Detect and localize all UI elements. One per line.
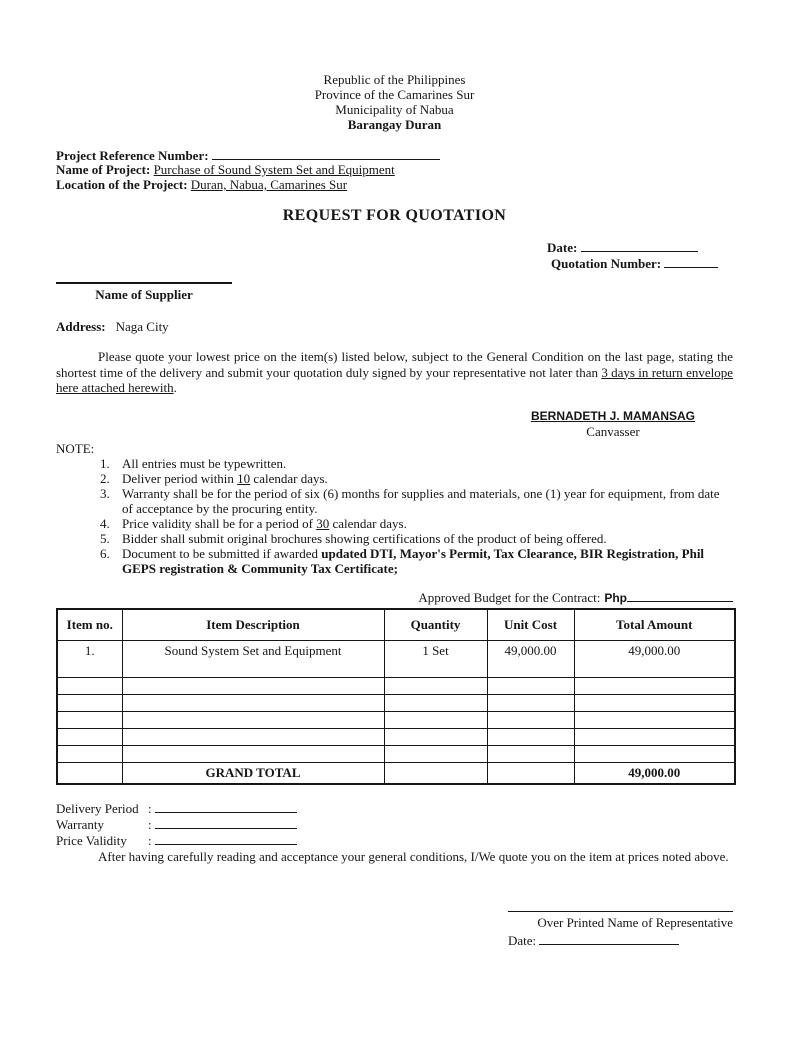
grand-total-spacer [384,762,487,784]
address-line [56,319,733,334]
note-item-text [122,471,733,486]
note-item-number: 6. [100,545,110,561]
table-empty-cell [574,728,735,745]
text-run: Document to be submitted if awarded [122,545,322,561]
currency-label: Php [604,590,627,605]
table-empty-row [57,711,735,728]
date-label: Date: [547,240,578,255]
note-item-number: 2. [100,470,110,486]
note-item [100,456,733,471]
note-item-number: 3. [100,485,110,501]
address-value: Naga City [115,319,169,334]
note-item-text [122,546,733,576]
project-reference-line [56,147,733,162]
date-quotation-block [547,239,733,271]
representative-date-line [508,932,733,948]
table-empty-cell [574,694,735,711]
address-label: Address: [56,319,106,334]
table-empty-cell [487,711,574,728]
table-empty-cell [122,745,384,762]
note-item-number: 4. [100,515,110,531]
table-header-row [57,609,735,641]
grand-total-value: 49,000.00 [574,762,735,784]
table-empty-cell [487,728,574,745]
canvasser-title: Canvasser [586,423,640,439]
terms-block [56,800,733,848]
delivery-period-line [56,800,733,816]
note-label: NOTE: [56,440,95,456]
table-row [57,640,735,677]
canvasser-block [493,409,733,439]
table-cell: 49,000.00 [574,640,735,677]
quotation-number-label: Quotation Number: [551,256,662,271]
table-empty-cell [122,728,384,745]
project-name-line [56,162,733,177]
table-empty-cell [57,677,122,694]
price-validity-blank [155,832,297,845]
letterhead-barangay: Barangay Duran [347,117,442,132]
table-empty-cell [122,694,384,711]
project-name-label: Name of Project: [56,162,151,177]
delivery-period-blank [155,800,297,813]
letterhead-republic: Republic of the Philippines [323,72,466,87]
table-header-cell: Unit Cost [487,609,574,641]
note-item-number: 5. [100,530,110,546]
project-location-line [56,177,733,192]
table-empty-row [57,677,735,694]
table-empty-cell [384,711,487,728]
letterhead-province: Province of the Camarines Sur [314,87,475,102]
text-run: Deliver period within [122,470,238,486]
delivery-period-label: Delivery Period [56,800,139,816]
text-run: 10 [237,470,251,486]
note-item [100,531,733,546]
intro-paragraph [56,349,733,396]
table-empty-cell [384,677,487,694]
approved-budget-label: Approved Budget for the Contract: [418,589,601,605]
text-run: 3 days in return envelope here attached herewith [56,364,734,395]
quotation-number-line [547,255,733,271]
text-run: All entries must be typewritten. [122,455,287,471]
notes-list [56,456,733,576]
table-empty-cell [57,711,122,728]
note-item [100,471,733,486]
warranty-colon: : [148,816,152,832]
document-title: REQUEST FOR QUOTATION [282,207,507,224]
representative-signature-block [508,911,733,948]
text-run: updated DTI, Mayor's Permit, Tax Clearance, BIR Registration, Phil GEPS registration & Community Tax Certificate; [122,545,705,576]
table-cell: 1. [57,640,122,677]
table-cell: 1 Set [384,640,487,677]
closing-statement: After having carefully reading and acceptance your general conditions, I/We quote you on the item at prices noted above. [98,848,729,864]
note-item-number: 1. [100,455,110,471]
note-item [100,546,733,576]
note-item-text [122,486,733,516]
table-empty-cell [384,745,487,762]
table-empty-row [57,728,735,745]
project-location-value: Duran, Nabua, Camarines Sur [190,177,348,192]
warranty-label: Warranty [56,816,105,832]
table-empty-row [57,745,735,762]
supplier-caption: Name of Supplier [95,287,193,302]
note-item-text [122,456,733,471]
approved-budget-blank [627,589,733,602]
text-run: Bidder shall submit original brochures showing certifications of the product of being offered. [122,530,607,546]
note-item [100,516,733,531]
warranty-blank [155,816,297,829]
representative-date-label: Date: [508,932,537,948]
representative-caption: Over Printed Name of Representative [537,914,733,930]
text-run: . [173,380,177,395]
table-header-cell: Quantity [384,609,487,641]
project-reference-blank [212,147,440,160]
table-empty-cell [122,677,384,694]
quotation-table-head [57,609,735,641]
delivery-period-colon: : [148,800,152,816]
table-empty-cell [57,694,122,711]
table-empty-cell [384,728,487,745]
canvasser-name: BERNADETH J. MAMANSAG [530,408,695,423]
table-cell: Sound System Set and Equipment [122,640,384,677]
quotation-table-body [57,640,735,784]
text-run: Please quote your lowest price on the item(s) listed below, subject to the General Condition on the last page, stating the shortest time of the delivery and submit your quotation duly signed by your representative not later than [56,349,733,380]
table-empty-cell [122,711,384,728]
price-validity-label: Price Validity [56,832,127,848]
approved-budget-line [56,589,733,606]
table-header-cell: Total Amount [574,609,735,641]
table-empty-cell [57,745,122,762]
table-empty-cell [384,694,487,711]
table-empty-cell [574,711,735,728]
table-cell: 49,000.00 [487,640,574,677]
letterhead-municipality: Municipality of Nabua [335,102,454,117]
table-empty-row [57,694,735,711]
representative-date-blank [539,932,679,945]
note-item [100,486,733,516]
letterhead [56,72,733,132]
table-empty-cell [487,745,574,762]
date-blank [581,239,698,252]
table-empty-cell [487,694,574,711]
project-reference-label: Project Reference Number: [56,148,209,163]
table-empty-cell [574,677,735,694]
project-name-value: Purchase of Sound System Set and Equipment [153,162,395,177]
project-info [56,147,733,192]
note-item-text [122,531,733,546]
grand-total-row [57,762,735,784]
supplier-signature-block [56,282,232,302]
project-location-label: Location of the Project: [56,177,188,192]
table-empty-cell [574,745,735,762]
table-header-cell: Item no. [57,609,122,641]
price-validity-colon: : [148,832,152,848]
text-run: calendar days. [329,515,407,531]
quotation-number-blank [664,255,718,268]
date-line [547,239,733,255]
text-run: Warranty shall be for the period of six (6) months for supplies and materials, one (1) year for equipment, from date of acceptance by the procuring entity. [122,485,720,516]
table-empty-cell [57,728,122,745]
text-run: Price validity shall be for a period of [122,515,317,531]
price-validity-line [56,832,733,848]
grand-total-spacer [57,762,122,784]
grand-total-label: GRAND TOTAL [122,762,384,784]
note-item-text [122,516,733,531]
warranty-line [56,816,733,832]
table-header-cell: Item Description [122,609,384,641]
table-empty-cell [487,677,574,694]
text-run: 30 [316,515,330,531]
grand-total-spacer [487,762,574,784]
quotation-table [56,608,736,785]
text-run: calendar days. [250,470,328,486]
